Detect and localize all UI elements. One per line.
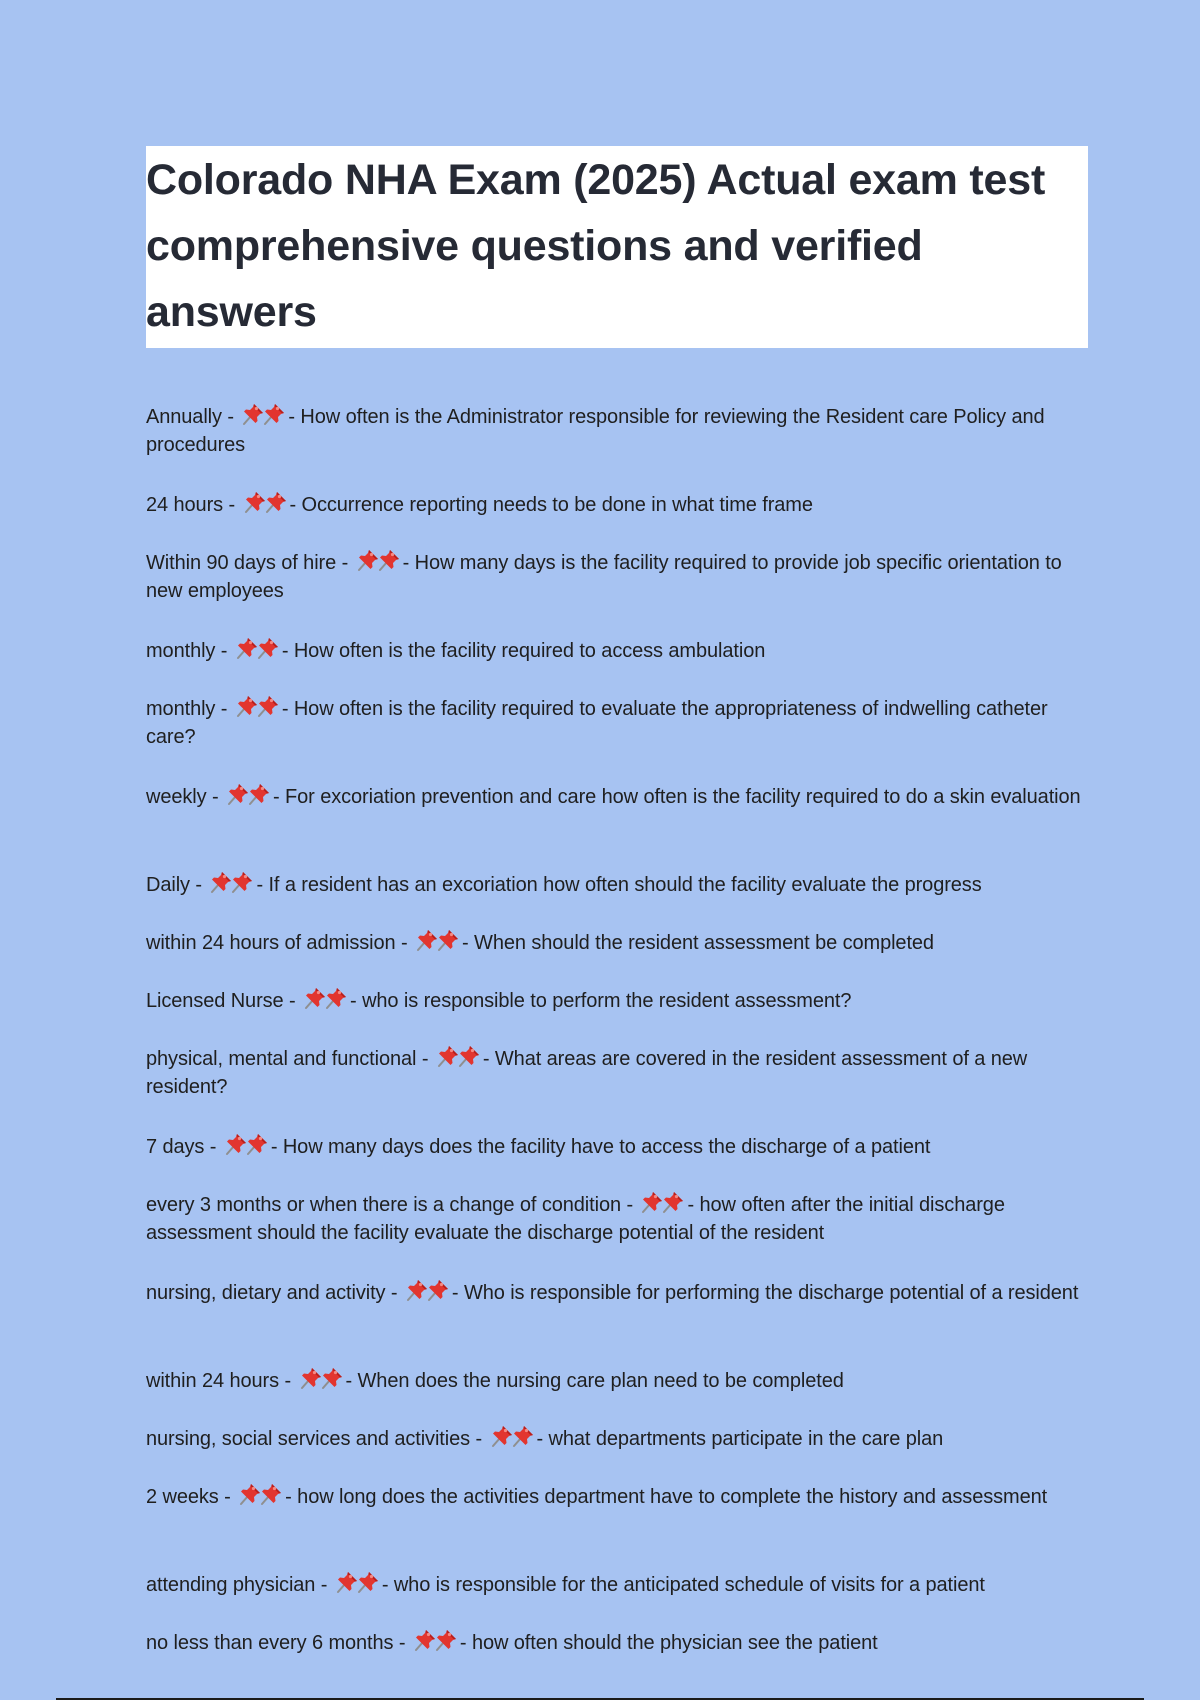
question-text: - How many days is the facility required to provide job specific orientation to new employees — [146, 552, 1062, 602]
title-box — [146, 146, 1088, 348]
pushpin-pair — [241, 402, 287, 426]
question-text: - Occurrence reporting needs to be done in what time frame — [289, 494, 813, 516]
qa-item — [146, 1190, 1096, 1247]
answer-text: physical, mental and functional - — [146, 1048, 434, 1070]
qa-item — [146, 928, 1096, 957]
question-text: - What areas are covered in the resident assessment of a new resident? — [146, 1048, 1028, 1098]
qa-item — [146, 1570, 1096, 1599]
pushpin-pair — [243, 490, 289, 514]
question-text: - who is responsible to perform the resident assessment? — [350, 990, 852, 1012]
pushpin-pair — [413, 1628, 459, 1652]
pushpin-icon — [661, 1190, 685, 1214]
qa-item — [146, 1366, 1096, 1395]
pushpin-pair — [640, 1190, 686, 1214]
question-text: - How often is the facility required to access ambulation — [281, 640, 766, 662]
question-text: - how long does the activities department have to complete the history and assessment — [285, 1486, 1048, 1508]
answer-text: monthly - — [146, 640, 233, 662]
pushpin-pair — [224, 1132, 270, 1156]
question-text: - When does the nursing care plan need to be completed — [345, 1370, 844, 1392]
qa-item — [146, 636, 1096, 665]
qa-item — [146, 1278, 1096, 1307]
qa-item — [146, 402, 1096, 459]
question-text: - If a resident has an excoriation how often should the facility evaluate the progress — [256, 874, 982, 896]
answer-text: no less than every 6 months - — [146, 1632, 411, 1654]
pushpin-icon — [245, 1132, 269, 1156]
answer-text: monthly - — [146, 698, 233, 720]
question-text: - Who is responsible for performing the discharge potential of a resident — [451, 1282, 1079, 1304]
pushpin-pair — [209, 870, 255, 894]
pushpin-pair — [436, 1044, 482, 1068]
pushpin-pair — [405, 1278, 451, 1302]
question-text: - how often should the physician see the patient — [459, 1632, 878, 1654]
pushpin-pair — [415, 928, 461, 952]
pushpin-icon — [256, 694, 280, 718]
question-text: - How often is the Administrator responsible for reviewing the Resident care Policy and procedures — [146, 406, 1045, 456]
pushpin-icon — [511, 1424, 535, 1448]
qa-item — [146, 490, 1096, 519]
pushpin-icon — [377, 548, 401, 572]
answer-text: nursing, dietary and activity - — [146, 1282, 403, 1304]
document-title: Colorado NHA Exam (2025) Actual exam test comprehensive questions and verified answers — [146, 156, 1046, 336]
question-text: - what departments participate in the care plan — [536, 1428, 944, 1450]
answer-text: Annually - — [146, 406, 240, 428]
answer-text: Licensed Nurse - — [146, 990, 302, 1012]
answer-text: Daily - — [146, 874, 208, 896]
pushpin-icon — [264, 490, 288, 514]
answer-text: attending physician - — [146, 1574, 333, 1596]
answer-text: every 3 months or when there is a change of condition - — [146, 1194, 639, 1216]
answer-text: within 24 hours - — [146, 1370, 297, 1392]
qa-item — [146, 1132, 1096, 1161]
pushpin-pair — [235, 636, 281, 660]
qa-item — [146, 1628, 1096, 1657]
pushpin-pair — [235, 694, 281, 718]
answer-text: 24 hours - — [146, 494, 241, 516]
answer-text: weekly - — [146, 786, 225, 808]
answer-text: within 24 hours of admission - — [146, 932, 414, 954]
answer-text: nursing, social services and activities - — [146, 1428, 488, 1450]
pushpin-icon — [262, 402, 286, 426]
question-text: - how often after the initial discharge assessment should the facility evaluate the discharge potential of the resident — [146, 1194, 1005, 1244]
pushpin-icon — [320, 1366, 344, 1390]
pushpin-icon — [324, 986, 348, 1010]
qa-item — [146, 870, 1096, 899]
qa-item — [146, 1044, 1096, 1101]
qa-item — [146, 548, 1096, 605]
qa-item — [146, 986, 1096, 1015]
pushpin-icon — [436, 928, 460, 952]
qa-item — [146, 1424, 1096, 1453]
question-text: - For excoriation prevention and care how often is the facility required to do a skin evaluation — [273, 786, 1081, 808]
answer-text: 7 days - — [146, 1136, 222, 1158]
qa-item — [146, 1482, 1096, 1511]
pushpin-icon — [356, 1570, 380, 1594]
question-text: - When should the resident assessment be completed — [462, 932, 934, 954]
pushpin-icon — [256, 636, 280, 660]
pushpin-pair — [490, 1424, 536, 1448]
answer-text: 2 weeks - — [146, 1486, 237, 1508]
question-text: - How many days does the facility have to access the discharge of a patient — [270, 1136, 931, 1158]
question-text: - who is responsible for the anticipated schedule of visits for a patient — [381, 1574, 985, 1596]
pushpin-icon — [457, 1044, 481, 1068]
pushpin-pair — [356, 548, 402, 572]
pushpin-icon — [247, 782, 271, 806]
pushpin-pair — [299, 1366, 345, 1390]
question-text: - How often is the facility required to evaluate the appropriateness of indwelling catheter care? — [146, 698, 1048, 748]
pushpin-pair — [226, 782, 272, 806]
answer-text: Within 90 days of hire - — [146, 552, 354, 574]
pushpin-icon — [230, 870, 254, 894]
pushpin-pair — [335, 1570, 381, 1594]
pushpin-icon — [259, 1482, 283, 1506]
qa-item — [146, 782, 1096, 811]
pushpin-pair — [238, 1482, 284, 1506]
pushpin-icon — [426, 1278, 450, 1302]
qa-item — [146, 694, 1096, 751]
pushpin-icon — [434, 1628, 458, 1652]
pushpin-pair — [303, 986, 349, 1010]
